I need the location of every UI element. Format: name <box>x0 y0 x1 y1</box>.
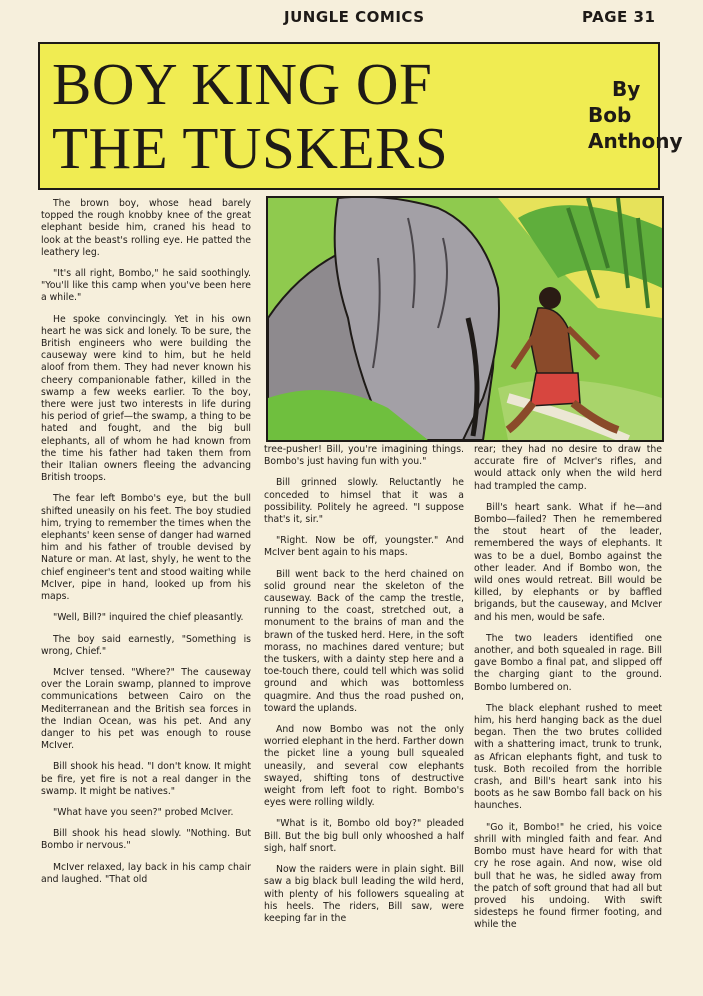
byline <box>588 76 683 154</box>
paragraph: The fear left Bombo's eye, but the bull shifted uneasily on his feet. The boy studied him, trying to remember the times when the elephants' keen sense of danger had warned him and his father of trouble devised by Nature or man. At last, shyly, he went to the chief engineer's tent and stood waiting while McIver, pipe in hand, looked up from his maps. <box>41 493 251 603</box>
paragraph: The black elephant rushed to meet him, his herd hanging back as the duel began. Then the two brutes collided with a shattering imact, trunk to trunk, as African elephants fight, and tusk to tusk. Both recoiled from the horrible crash, and Bill's heart sank into his boots as he saw Bombo fall back on his haunches. <box>474 702 662 812</box>
publication-name: JUNGLE COMICS <box>284 8 425 26</box>
paragraph: Now the raiders were in plain sight. Bill saw a big black bull leading the wild herd, with plenty of his followers squealing at his heels. The riders, Bill saw, were keeping far in the <box>264 864 464 924</box>
paragraph: Bill grinned slowly. Reluctantly he conceded to himsel that it was a possibility. Politely he agreed. "I suppose that's it, sir." <box>264 477 464 526</box>
paragraph: He spoke convincingly. Yet in his own heart he was sick and lonely. To be sure, the British engineers who were building the causeway were kind to him, but he held aloof from them. They had never known his cheery companionable father, killed in the swamp a few weeks earlier. To the boy, there were just two interests in life during his period of grief—the swamp, a thing to be hated and fought, and the big bull elephants, all of whom he had known from the time his father had taken them from their Italian owners fleeing the advancing British troops. <box>41 313 251 484</box>
author-first-name: Bob <box>588 103 632 127</box>
byline-by: By <box>612 77 641 101</box>
paragraph: "What have you seen?" probed McIver. <box>53 806 234 818</box>
paragraph: "It's all right, Bombo," he said soothingly. "You'll like this camp when you've been here a while." <box>41 268 251 304</box>
paragraph: "Well, Bill?" inquired the chief pleasantly. <box>53 612 244 624</box>
paragraph: The brown boy, whose head barely topped the rough knobby knee of the great elephant beside him, craned his head to look at the beast's rolling eye. He patted the leathery leg. <box>41 198 251 258</box>
paragraph: The two leaders identified one another, and both squealed in rage. Bill gave Bombo a final pat, and slipped off the charging giant to the ground. Bombo lumbered on. <box>474 632 662 693</box>
paragraph: "What is it, Bombo old boy?" pleaded Bill. But the big bull only whooshed a half sigh, half snort. <box>264 818 464 854</box>
story-title-line-2: THE TUSKERS <box>52 115 449 181</box>
page-header <box>0 8 703 30</box>
illustration-panel <box>266 196 664 442</box>
paragraph: Bill went back to the herd chained on solid ground near the skeleton of the causeway. Back of the camp the trestle, running to the coast, stretched out, a monument to the brains of man and the brawn of the tusked herd. Here, in the soft morass, no machines dared venture; but the tuskers, with a dainty step here and a toe-touch there, could tell which was solid ground and which was bottomless quagmire. And thus the road pushed on, toward the uplands. <box>264 568 464 714</box>
paragraph: The boy said earnestly, "Something is wrong, Chief." <box>41 633 251 657</box>
text-column-3 <box>474 444 662 990</box>
story-title-line-1: BOY KING OF <box>52 51 433 117</box>
text-column-1 <box>41 198 251 990</box>
paragraph: McIver tensed. "Where?" The causeway over the Lorain swamp, planned to improve communications between Cairo on the Mediterranean and the British sea forces in the Indian Ocean, was his pet. And any danger to his pet was enough to rouse McIver. <box>41 666 251 752</box>
elephants-and-boy-illustration <box>268 198 662 440</box>
page-number: PAGE 31 <box>582 8 656 26</box>
paragraph: tree-pusher! Bill, you're imagining things. Bombo's just having fun with you." <box>264 444 464 468</box>
text-column-2 <box>264 444 464 990</box>
paragraph: McIver relaxed, lay back in his camp chair and laughed. "That old <box>41 861 251 885</box>
paragraph: "Right. Now be off, youngster." And McIver bent again to his maps. <box>264 535 464 559</box>
paragraph: And now Bombo was not the only worried elephant in the herd. Farther down the picket line a young bull squealed uneasily, and several cow elephants swayed, shifting tons of destructive weight from left foot to right. Bombo's eyes were rolling wildly. <box>264 724 464 809</box>
paragraph: Bill shook his head slowly. "Nothing. But Bombo ir nervous." <box>41 828 251 852</box>
author-last-name: Anthony <box>588 129 683 153</box>
paragraph: Bill's heart sank. What if he—and Bombo—failed? Then he remembered the stout heart of the leader, remembered the ways of elephants. It was to be a duel, Bombo against the other leader. And if Bombo won, the wild ones would retreat. Bill would be killed, by elephants or by baffled brigands, but the causeway, and McIver and his men, would be safe. <box>474 501 662 623</box>
title-box <box>38 42 683 190</box>
paragraph: rear; they had no desire to draw the accurate fire of McIver's rifles, and would attack only when the wild herd had trampled the camp. <box>474 444 662 492</box>
paragraph: Bill shook his head. "I don't know. It might be fire, yet fire is not a real danger in the swamp. It might be natives." <box>41 761 251 797</box>
paragraph: "Go it, Bombo!" he cried, his voice shrill with mingled faith and fear. And Bombo must have heard for with that cry he rose again. And now, wise old bull that he was, he sidled away from the patch of soft ground that had all but proved his undoing. With swift sidesteps he found firmer footing, and while the <box>474 821 662 931</box>
